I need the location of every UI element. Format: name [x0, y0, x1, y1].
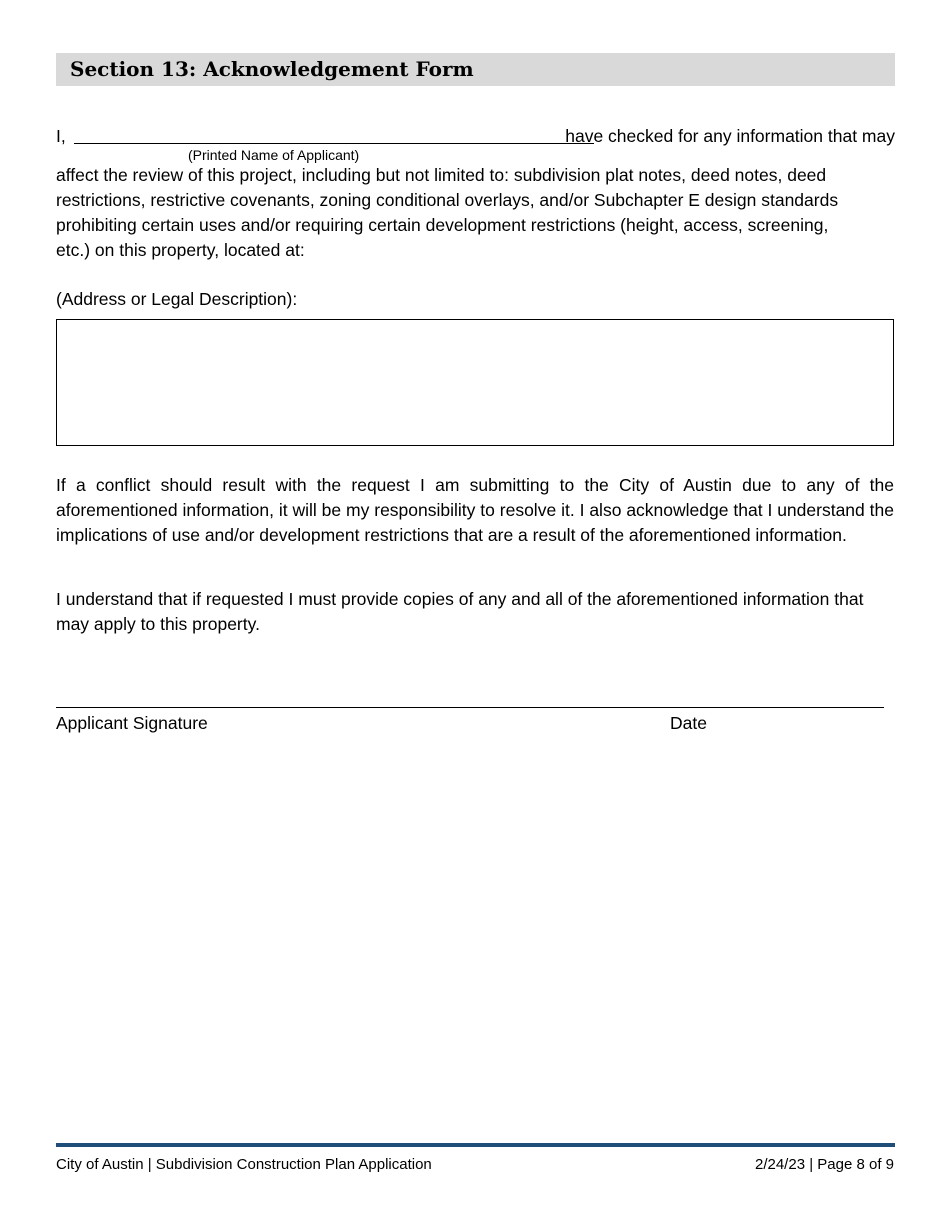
printed-name-field[interactable] [74, 143, 594, 144]
date-label: Date [670, 713, 707, 733]
statement-suffix: have checked for any information that may [565, 126, 895, 146]
copies-paragraph: I understand that if requested I must provide copies of any and all of the aforementioned information that may apply to this property. [56, 589, 864, 634]
statement-prefix: I, [56, 126, 66, 146]
statement-line: restrictions, restrictive covenants, zoning conditional overlays, and/or Subchapter E design standards [56, 190, 839, 210]
address-input-box[interactable] [56, 319, 894, 446]
applicant-name-line [56, 124, 895, 149]
statement-line: etc.) on this property, located at: [56, 240, 305, 260]
statement-line: prohibiting certain uses and/or requiring certain development restrictions (height, access, screening, [56, 215, 829, 235]
signature-line[interactable] [56, 707, 884, 708]
signature-label: Applicant Signature [56, 713, 208, 733]
footer-rule [56, 1143, 895, 1147]
footer-page-info: 2/24/23 | Page 8 of 9 [754, 1156, 894, 1173]
section-header [56, 53, 895, 86]
address-label: (Address or Legal Description): [56, 289, 298, 309]
section-title: Section 13: Acknowledgement Form [70, 57, 474, 81]
printed-name-caption: (Printed Name of Applicant) [188, 147, 360, 163]
footer-left: City of Austin | Subdivision Construction Plan Application [56, 1156, 432, 1173]
conflict-paragraph: If a conflict should result with the request I am submitting to the City of Austin due to any of the aforementioned information, it will be my responsibility to resolve it. I also acknowledge that I understand the implications of use and/or development restrictions that are a result of the aforementioned information. [56, 475, 894, 545]
statement-line: affect the review of this project, including but not limited to: subdivision plat notes, deed notes, deed [56, 165, 827, 185]
